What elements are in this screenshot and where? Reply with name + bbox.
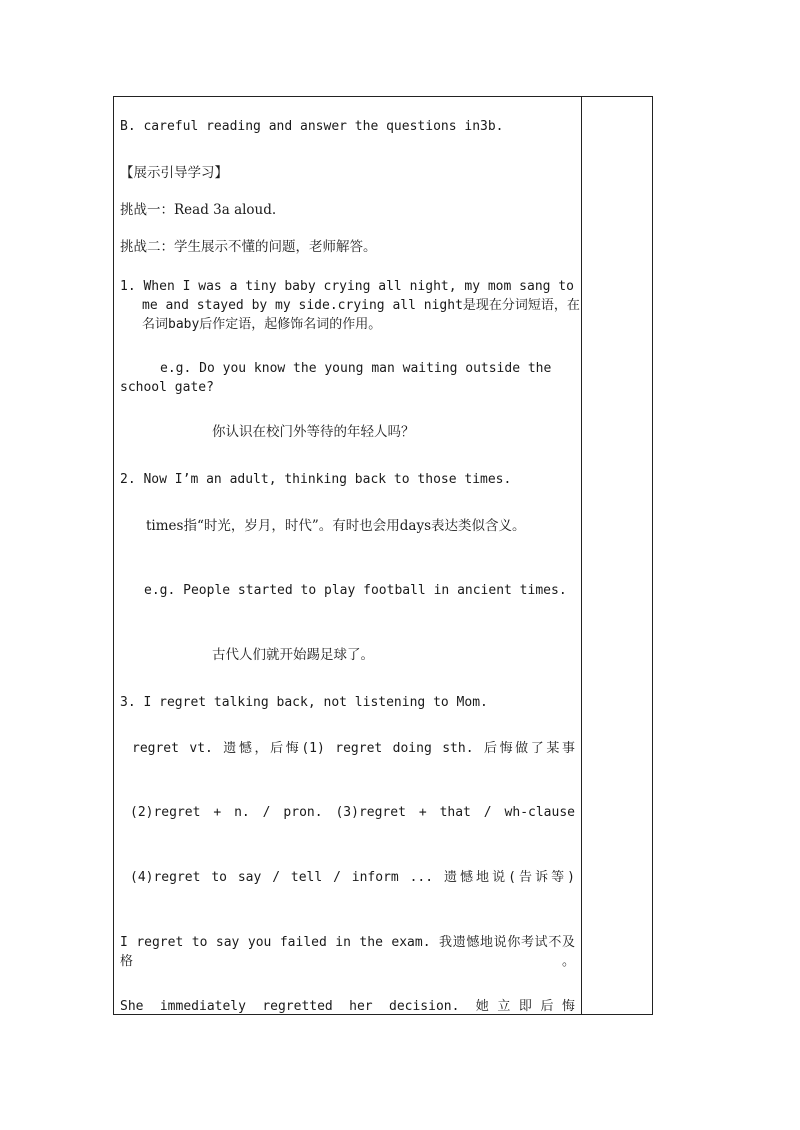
lesson-table	[113, 96, 653, 1015]
section-heading: 【展示引导学习】	[120, 165, 228, 181]
item-3-example-2: She immediately regretted her decision. 她立即后悔	[120, 999, 575, 1014]
item-2: 2. Now I’m an adult, thinking back to those times.	[120, 472, 512, 487]
item-1-example: e.g. Do you know the young man waiting outside the school gate?	[120, 361, 552, 395]
challenge-one: 挑战一：Read 3a aloud.	[120, 202, 277, 218]
item-2-translation: 古代人们就开始踢足球了。	[212, 647, 374, 663]
item-2-example: e.g. People started to play football in ancient times.	[144, 583, 567, 598]
item-3-usage-3: (4)regret to say / tell / inform ... 遗憾地说(告诉等)	[130, 870, 575, 885]
item-2-note: times指“时光，岁月，时代”。有时也会用days表达类似含义。	[146, 518, 526, 534]
reading-task-b: B. careful reading and answer the questions in3b.	[120, 119, 504, 134]
item-3: 3. I regret talking back, not listening to Mom.	[120, 695, 488, 710]
item-3-example-1: I regret to say you failed in the exam. 我遗憾地说你考试不及格。	[120, 935, 575, 969]
column-divider	[581, 97, 582, 1014]
challenge-two: 挑战二：学生展示不懂的问题，老师解答。	[120, 239, 377, 255]
item-1: 1. When I was a tiny baby crying all night, my mom sang to me and stayed by my side.crying all night是现在分词短语，在名词baby后作定语，起修饰名词的作用。	[120, 279, 580, 332]
item-3-usage-1: regret vt. 遗憾，后悔(1) regret doing sth. 后悔做了某事	[132, 741, 575, 756]
item-3-usage-2: (2)regret + n. / pron. (3)regret + that / wh-clause	[130, 805, 575, 820]
item-1-translation: 你认识在校门外等待的年轻人吗？	[212, 424, 415, 440]
